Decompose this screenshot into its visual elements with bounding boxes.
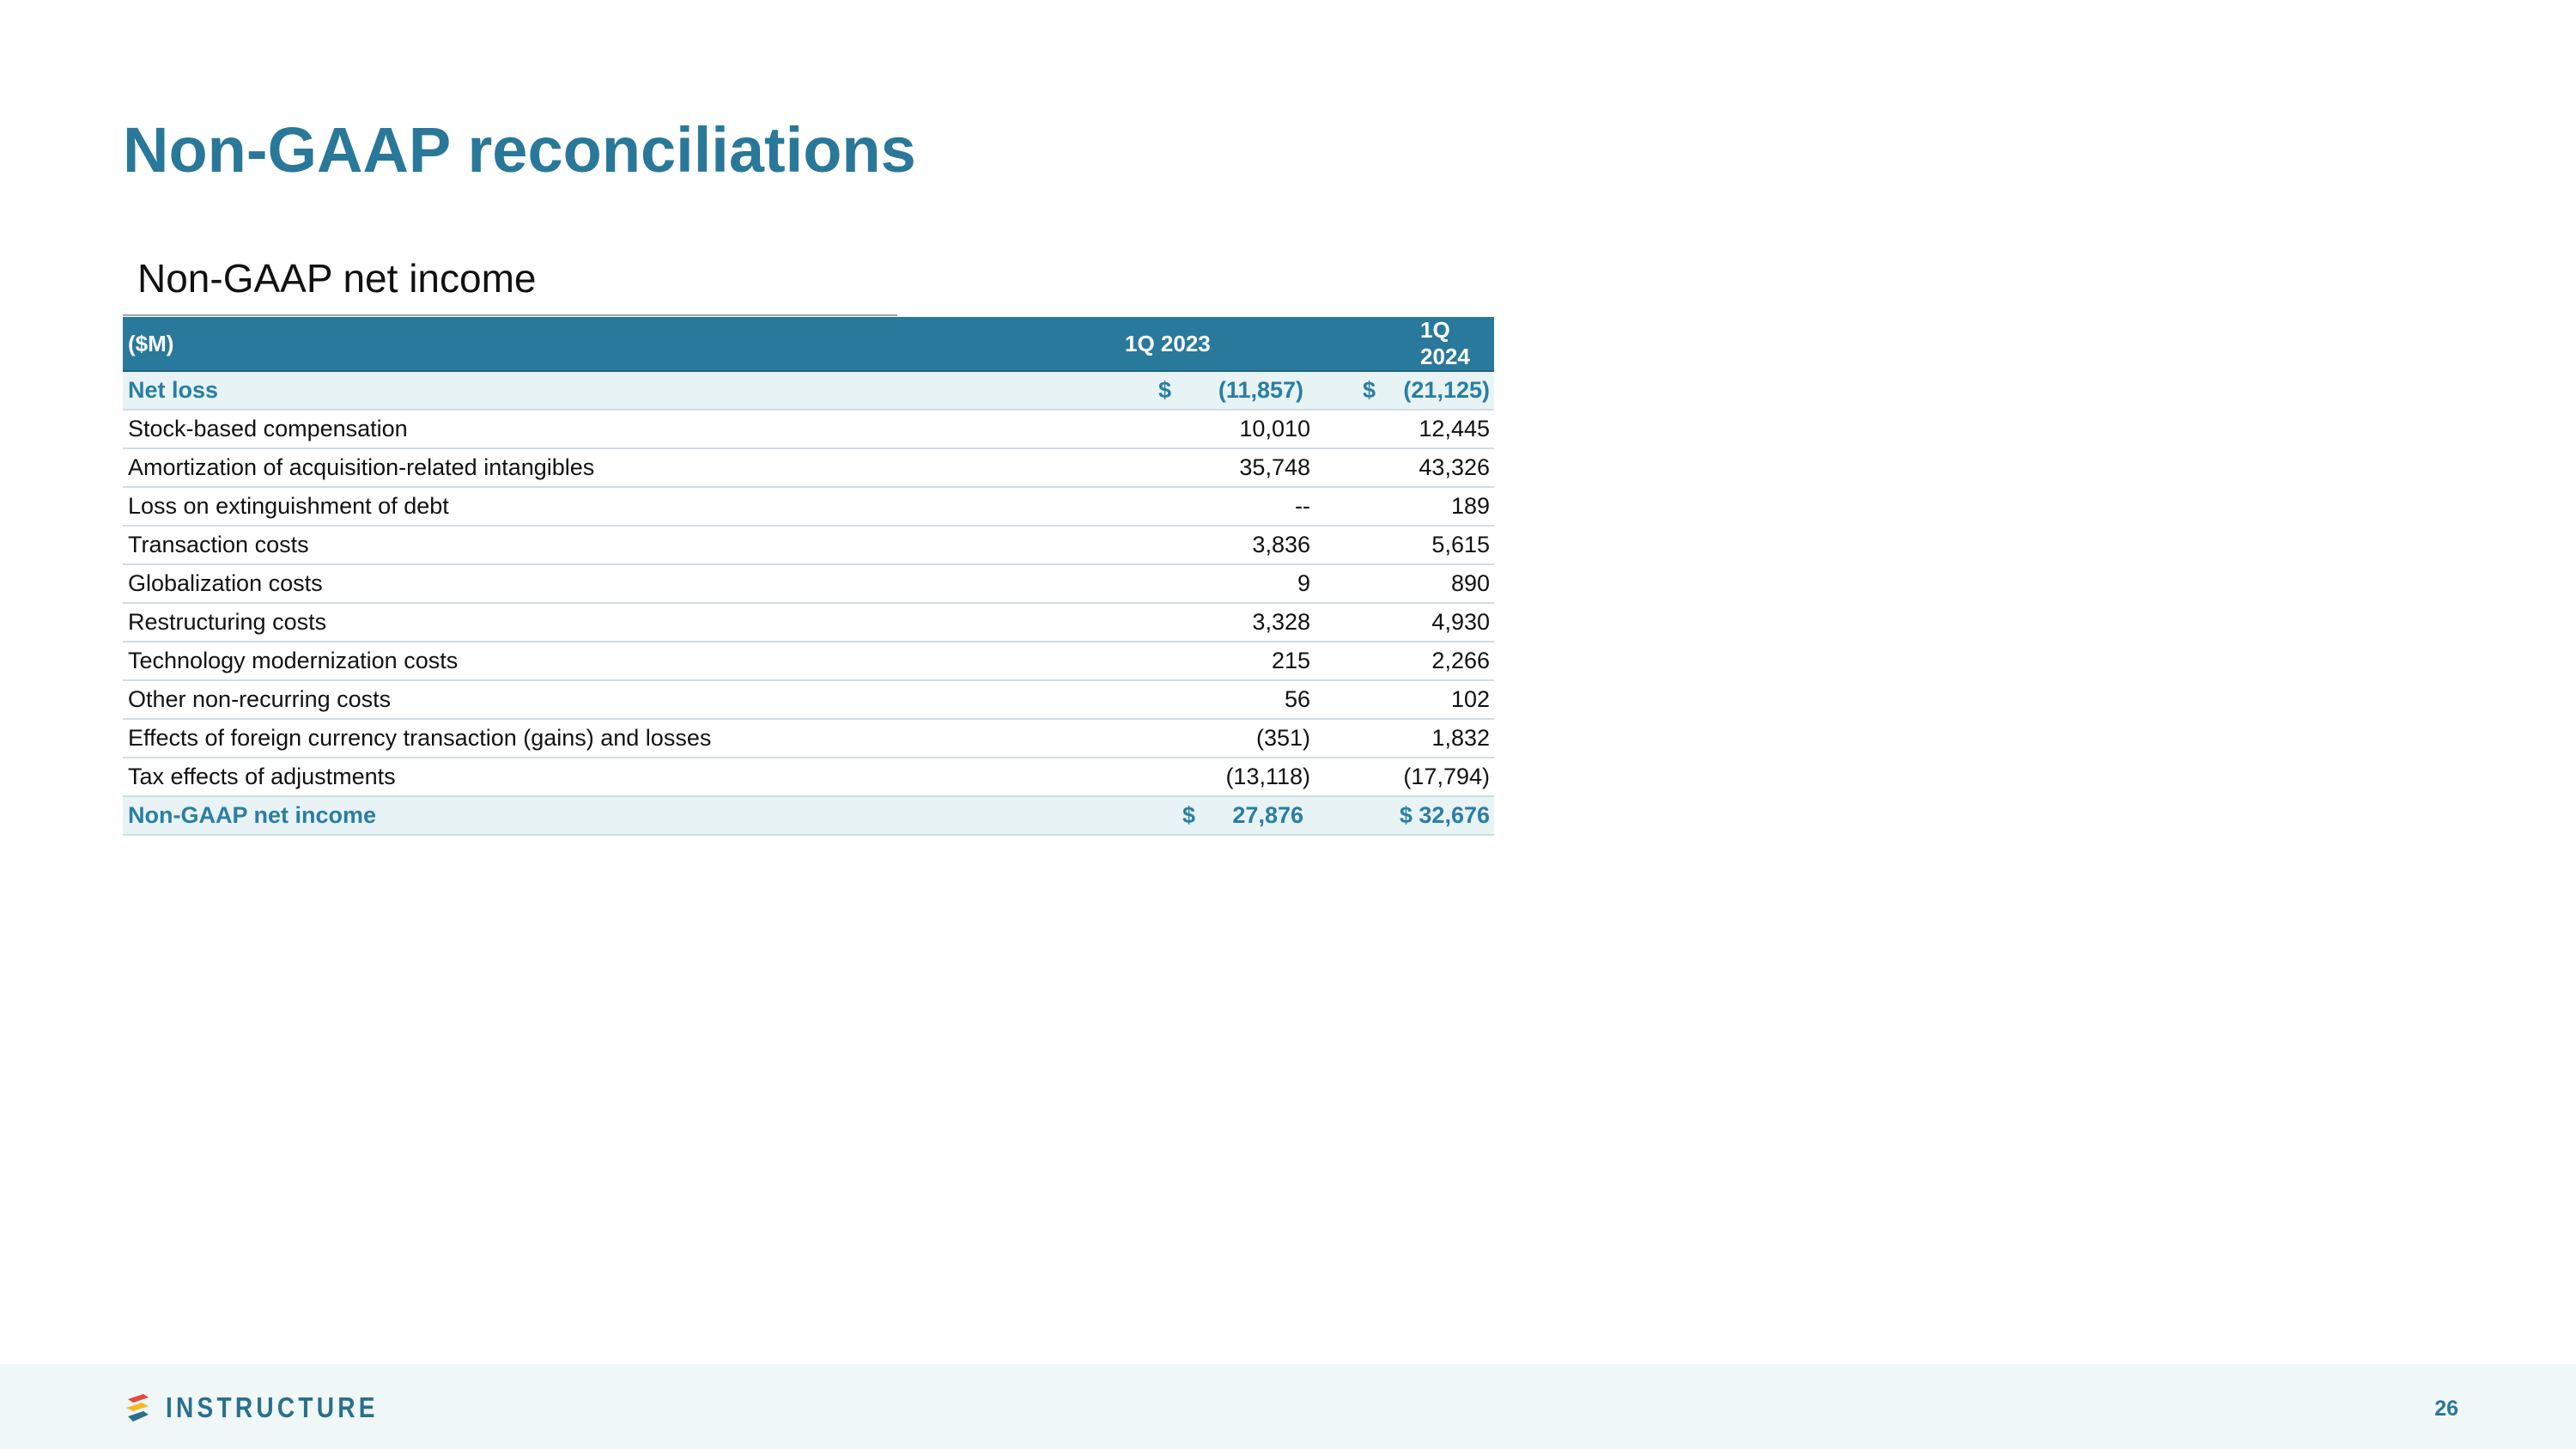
adjustment-row xyxy=(123,603,1494,642)
adjustment-row xyxy=(123,410,1494,448)
row-value-1q-2023: (351) xyxy=(1021,719,1317,758)
row-value-1q-2024: 12,445 xyxy=(1317,410,1494,448)
non-gaap-reconciliation-table xyxy=(123,317,1494,836)
header-unit-label: ($M) xyxy=(123,317,1021,371)
non-gaap-net-income-1q-2023 xyxy=(1021,796,1317,835)
net-loss-1q-2023 xyxy=(1021,371,1317,410)
row-value-1q-2024: 4,930 xyxy=(1317,603,1494,642)
currency-symbol: $ xyxy=(1157,377,1171,403)
row-value-1q-2023: 3,836 xyxy=(1021,526,1317,564)
row-value-1q-2024: 5,615 xyxy=(1317,526,1494,564)
section-title: Non-GAAP net income xyxy=(137,256,537,301)
row-value-1q-2023: 35,748 xyxy=(1021,448,1317,487)
row-value-1q-2024: (17,794) xyxy=(1317,758,1494,796)
adjustment-row xyxy=(123,487,1494,526)
adjustment-row xyxy=(123,642,1494,680)
non-gaap-net-income-value-2023: 27,876 xyxy=(1232,802,1303,828)
slide-title: Non-GAAP reconciliations xyxy=(123,114,916,186)
page-number: 26 xyxy=(2434,1397,2458,1421)
row-value-1q-2023: 215 xyxy=(1021,642,1317,680)
non-gaap-net-income-label: Non-GAAP net income xyxy=(123,796,1021,835)
table-header-row xyxy=(123,317,1494,371)
instructure-wordmark: INSTRUCTURE xyxy=(166,1391,379,1423)
net-loss-value-2023: (11,857) xyxy=(1218,377,1303,403)
header-1q-2024: 1Q 2024 xyxy=(1317,317,1494,371)
row-value-1q-2024: 1,832 xyxy=(1317,719,1494,758)
row-label: Stock-based compensation xyxy=(123,410,1021,448)
row-label: Tax effects of adjustments xyxy=(123,758,1021,796)
net-loss-label: Net loss xyxy=(123,371,1021,410)
row-label: Effects of foreign currency transaction (gains) and losses xyxy=(123,719,1021,758)
row-value-1q-2024: 2,266 xyxy=(1317,642,1494,680)
row-label: Loss on extinguishment of debt xyxy=(123,487,1021,526)
row-label: Globalization costs xyxy=(123,564,1021,603)
currency-symbol: $ xyxy=(1182,802,1195,828)
net-loss-row xyxy=(123,371,1494,410)
row-value-1q-2023: 56 xyxy=(1021,680,1317,719)
row-value-1q-2024: 102 xyxy=(1317,680,1494,719)
row-value-1q-2023: 9 xyxy=(1021,564,1317,603)
adjustment-row xyxy=(123,758,1494,796)
row-value-1q-2023: 10,010 xyxy=(1021,410,1317,448)
row-label: Restructuring costs xyxy=(123,603,1021,642)
adjustment-row xyxy=(123,680,1494,719)
instructure-logo-icon xyxy=(123,1392,154,1423)
net-loss-1q-2024 xyxy=(1317,371,1494,410)
row-label: Other non-recurring costs xyxy=(123,680,1021,719)
section-underline xyxy=(123,314,897,316)
row-label: Transaction costs xyxy=(123,526,1021,564)
currency-symbol: $ xyxy=(1362,377,1376,403)
adjustment-row xyxy=(123,564,1494,603)
row-value-1q-2023: -- xyxy=(1021,487,1317,526)
non-gaap-net-income-row xyxy=(123,796,1494,835)
adjustment-row xyxy=(123,448,1494,487)
net-loss-value-2024: (21,125) xyxy=(1403,377,1490,403)
row-value-1q-2024: 43,326 xyxy=(1317,448,1494,487)
row-label: Amortization of acquisition-related intangibles xyxy=(123,448,1021,487)
row-value-1q-2024: 890 xyxy=(1317,564,1494,603)
row-value-1q-2023: 3,328 xyxy=(1021,603,1317,642)
instructure-logo xyxy=(123,1391,416,1424)
row-label: Technology modernization costs xyxy=(123,642,1021,680)
non-gaap-net-income-1q-2024: $ 32,676 xyxy=(1317,796,1494,835)
header-1q-2023: 1Q 2023 xyxy=(1021,317,1317,371)
row-value-1q-2023: (13,118) xyxy=(1021,758,1317,796)
adjustment-row xyxy=(123,719,1494,758)
row-value-1q-2024: 189 xyxy=(1317,487,1494,526)
adjustment-row xyxy=(123,526,1494,564)
